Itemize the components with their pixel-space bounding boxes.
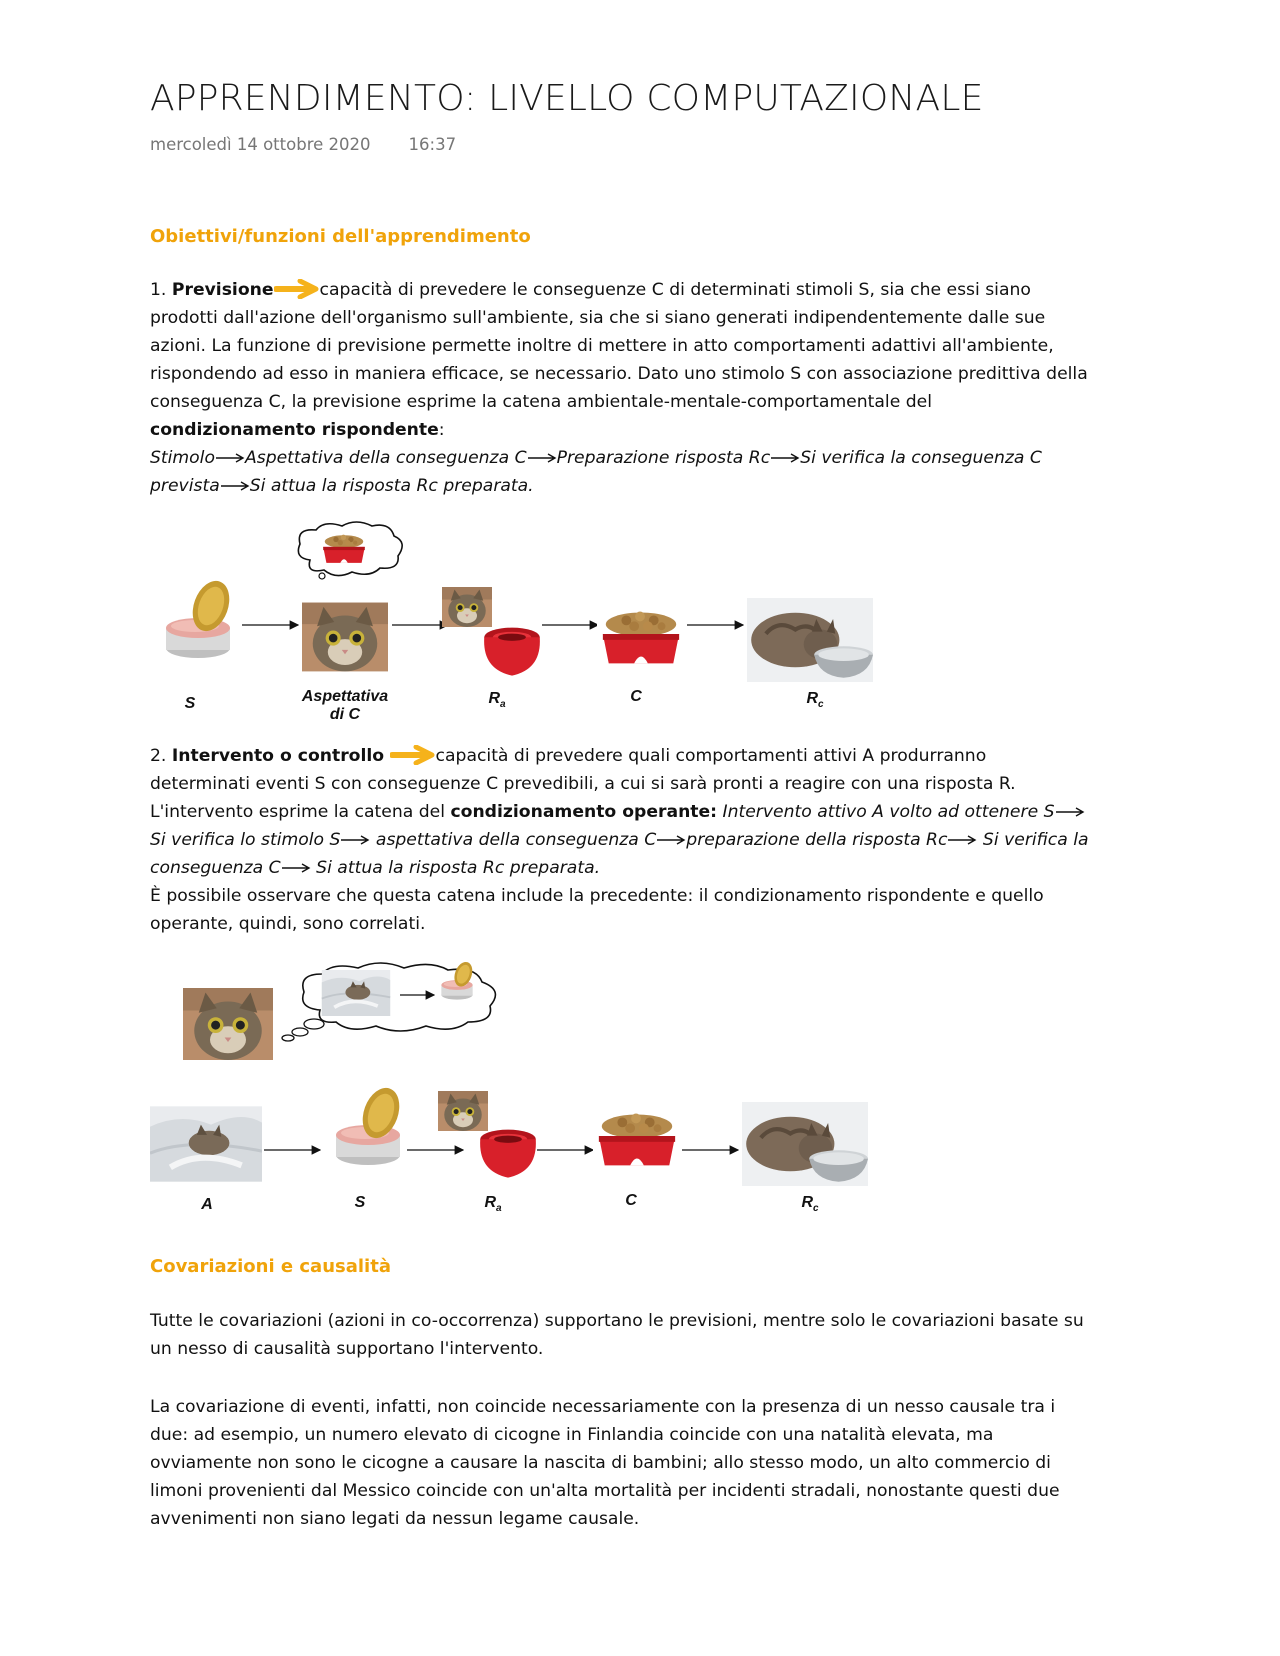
food-bowl-thought-image: [320, 530, 368, 566]
arrow-icon: [680, 1130, 742, 1170]
chain1-step: Si verifica la conseguenza C prevista: [150, 448, 1042, 496]
empty-red-bowl-image: [476, 1122, 540, 1182]
chain1-step: Aspettativa della conseguenza C: [244, 448, 527, 468]
food-can-thought-image: [435, 960, 479, 1010]
chain2-step: preparazione della risposta Rc: [686, 830, 948, 850]
arrow-icon: [540, 605, 602, 645]
term-previsione: Previsione: [171, 280, 274, 300]
chain2-step: Si attua la risposta Rc preparata.: [316, 858, 601, 878]
chain2-step: Intervento attivo A volto ad ottenere S: [722, 802, 1055, 822]
chain-arrow-icon: [281, 863, 311, 873]
label-rc: [795, 1194, 825, 1214]
previsione-description: capacità di prevedere le conseguenze C di determinati stimoli S, sia che essi siano prodotti dall'azione dell'organismo sull'ambiente, sia che si siano generati indipendentemente dalle sue azioni. La funzione di previsione permette inoltre di mettere in atto comportamenti adattivi all'ambiente, rispondendo ad esso in maniera efficace, se necessario. Dato uno stimolo S con associazione predittiva della conseguenza C, la previsione esprime la catena ambientale-mentale-comportamentale del: [150, 280, 1088, 412]
cat-in-bed-thought-image: [320, 970, 392, 1016]
chain2-step: aspettativa della conseguenza C: [375, 830, 657, 850]
bowl-with-food-image: [593, 1106, 681, 1170]
item-number: 2.: [150, 746, 167, 766]
chain-arrow-icon: [947, 835, 977, 845]
paragraph-covariations-2: La covariazione di eventi, infatti, non coincide necessariamente con la presenza di un nesso causale tra i due: ad esempio, un numero elevato di cicogne in Finlandia coincide con una natalità elevata, ma ovviamente non sono le cicogne a causare la nascita di bambini; allo stesso modo, un alto commercio di limoni provenienti dal Messico coincide con un'alta mortalità per incidenti stradali, nonostante questi due avvenimenti non siano legati da nessun legame causale.: [150, 1397, 1060, 1529]
chain-arrow-icon: [656, 835, 686, 845]
term-condizionamento-rispondente: condizionamento rispondente: [150, 420, 439, 440]
cat-eating-image: [742, 1102, 868, 1186]
label-c: C: [630, 688, 642, 705]
label-aspettativa-line2: di C: [329, 706, 361, 723]
orange-arrow-icon: [390, 745, 436, 765]
bowl-with-food-image: [597, 604, 685, 668]
food-can-image: [320, 1085, 416, 1185]
arrow-icon: [685, 605, 747, 645]
arrow-icon: [398, 980, 438, 1010]
page-time: 16:37: [408, 135, 457, 154]
orange-arrow-icon: [274, 279, 320, 299]
page-date: mercoledì 14 ottobre 2020: [150, 135, 371, 154]
chain-arrow-icon: [1055, 807, 1085, 817]
cat-face-image: [180, 988, 276, 1060]
label-a: A: [201, 1196, 213, 1213]
label-c: C: [625, 1192, 637, 1209]
label-ra-letter: R: [484, 1194, 496, 1211]
chain-arrow-icon: [220, 481, 250, 491]
paragraph-previsione: [150, 276, 1090, 500]
intervento-description: capacità di prevedere quali comportamenti attivi A produrranno determinati eventi S con conseguenze C prevedibili, a cui si sarà pronti a reagire con una risposta R. L'intervento esprime la catena del: [150, 746, 1016, 822]
term-condizionamento-operante: condizionamento operante:: [450, 802, 718, 822]
label-ra-letter: R: [488, 690, 500, 707]
chain-arrow-icon: [340, 835, 370, 845]
label-s: S: [354, 1194, 366, 1211]
colon-text: :: [438, 420, 445, 440]
label-aspettativa-line1: Aspettativa: [301, 688, 389, 705]
chain2-step: Si verifica lo stimolo S: [150, 830, 341, 850]
chain1-step: Stimolo: [150, 448, 215, 468]
food-can-image: [150, 578, 246, 678]
cat-in-bed-image: [150, 1105, 262, 1183]
cat-face-image: [302, 602, 388, 672]
page-title: APPRENDIMENTO: LIVELLO COMPUTAZIONALE: [150, 78, 984, 119]
chain-arrow-icon: [770, 453, 800, 463]
arrow-icon: [405, 1130, 467, 1170]
label-rc: [800, 690, 830, 710]
chain2-step: Si verifica la conseguenza C: [150, 830, 1089, 878]
paragraph-covariations-1: Tutte le covariazioni (azioni in co-occorrenza) supportano le previsioni, mentre solo le covariazioni basate su un nesso di causalità supportano l'intervento.: [150, 1311, 1084, 1359]
page-date-time: [150, 135, 456, 154]
paragraph-intervento: [150, 742, 1090, 938]
label-ra: [478, 1194, 508, 1214]
label-aspettativa: [290, 688, 400, 724]
term-intervento: Intervento o controllo: [171, 746, 385, 766]
cat-eating-image: [747, 598, 873, 682]
label-s: S: [184, 695, 196, 712]
arrow-icon: [535, 1130, 597, 1170]
label-rc-subscript: c: [818, 699, 824, 711]
intervento-conclusion: È possibile osservare che questa catena include la precedente: il condizionamento rispondente e quello operante, quindi, sono correlati.: [150, 886, 1044, 934]
label-rc-subscript: c: [813, 1203, 819, 1215]
arrow-icon: [240, 605, 302, 645]
chain-arrow-icon: [527, 453, 557, 463]
label-rc-letter: R: [801, 1194, 813, 1211]
label-ra-subscript: a: [500, 699, 506, 711]
chain1-step: Si attua la risposta Rc preparata.: [249, 476, 534, 496]
arrow-icon: [262, 1130, 324, 1170]
section-heading-objectives: Obiettivi/funzioni dell'apprendimento: [150, 226, 531, 247]
label-rc-letter: R: [806, 690, 818, 707]
chain1-step: Preparazione risposta Rc: [556, 448, 771, 468]
empty-red-bowl-image: [480, 620, 544, 680]
label-ra-subscript: a: [496, 1203, 502, 1215]
label-ra: [482, 690, 512, 710]
item-number: 1.: [150, 280, 167, 300]
section-heading-covariations: Covariazioni e causalità: [150, 1256, 391, 1277]
chain-arrow-icon: [215, 453, 245, 463]
